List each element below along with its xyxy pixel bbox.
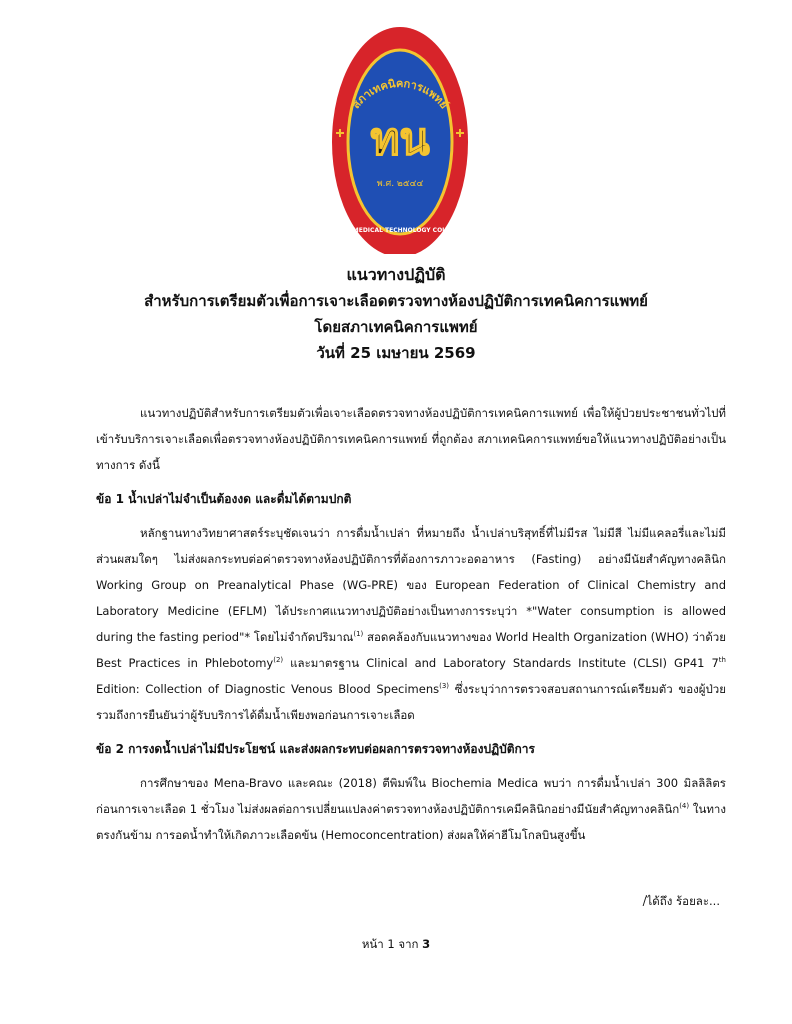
document-issuer: โดยสภาเทคนิคการแพทย์ [314,318,478,336]
page-number [0,936,792,954]
citation-1: (1) [353,630,364,639]
section1-heading: ข้อ 1 น้ำเปล่าไม่จำเป็นต้องงด และดื่มได้ตามปกติ [96,492,352,506]
seal-center-emblem: ทน [370,114,430,165]
council-seal-graphic [330,14,470,254]
document-title-block [0,262,792,366]
section2-heading: ข้อ 2 การงดน้ำเปล่าไม่มีประโยชน์ และส่งผลกระทบต่อผลการตรวจทางห้องปฏิบัติการ [96,742,535,756]
council-logo [330,14,470,254]
document-body [96,400,726,848]
section2-paragraph: การศึกษาของ Mena-Bravo และคณะ (2018) ตีพิมพ์ใน Biochemia Medica พบว่า การดื่มน้ำเปล่า 300 มิลลิลิตร ก่อนการเจาะเลือด 1 ชั่วโมง ไม่ส่งผลต่อการเปลี่ยนแปลงค่าตรวจทางห้องปฏิบัติการเคมีคลินิกอย่างมีนัยสำคัญทางคลินิก$^{(4)}$ ในทางตรงกันข้าม การอดน้ำทำให้เกิดภาวะเลือดข้น (Hemoconcentration) ส่งผลให้ค่าฮีโมโกลบินสูงขึ้น [96,776,726,842]
page-total: 3 [422,937,431,951]
document-date: วันที่ 25 เมษายน 2569 [316,344,476,362]
intro-paragraph: แนวทางปฏิบัติสำหรับการเตรียมตัวเพื่อเจาะเลือดตรวจทางห้องปฏิบัติการเทคนิคการแพทย์ เพื่อให้ผู้ป่วยประชาชนทั่วไปที่เข้ารับบริการเจาะเลือดเพื่อตรวจทางห้องปฏิบัติการเทคนิคการแพทย์ ที่ถูกต้อง สภาเทคนิคการแพทย์ขอให้แนวทางปฏิบัติอย่างเป็นทางการ ดังนี้ [96,406,726,472]
citation-4: (4) [679,802,690,811]
seal-bottom-text: THE MEDICAL TECHNOLOGY COUNCIL [337,227,463,234]
document-title: แนวทางปฏิบัติ [346,265,446,284]
document-subtitle: สำหรับการเตรียมตัวเพื่อการเจาะเลือดตรวจทางห้องปฏิบัติการเทคนิคการแพทย์ [144,292,648,310]
citation-3: (3) [439,682,450,691]
citation-2: (2) [273,656,284,665]
edition-suffix: th [718,656,726,665]
seal-year: พ.ศ. ๒๕๔๔ [376,179,424,189]
continued-marker: /ได้ถึง ร้อยละ... [642,894,720,908]
page-label: หน้า 1 จาก [361,937,419,951]
seal-top-text: สภาเทคนิคการแพทย์ [349,76,451,112]
section1-paragraph: หลักฐานทางวิทยาศาสตร์ระบุชัดเจนว่า การดื่มน้ำเปล่า ที่หมายถึง น้ำเปล่าบริสุทธิ์ที่ไม่มีรส ไม่มีสี ไม่มีแคลอรี่และไม่มีส่วนผสมใดๆ ไม่ส่งผลกระทบต่อค่าตรวจทางห้องปฏิบัติการที่ต้องการภาวะอดอาหาร (Fasting) อย่างมีนัยสำคัญทางคลินิก Working Group on Preanalytical Phase (WG-PRE) ของ European Federation of Clinical Chemistry and Laboratory Medicine (EFLM) ได้ประกาศแนวทางปฏิบัติอย่างเป็นทางการระบุว่า *"Water consumption is allowed during the fasting period"* โดยไม่จำกัดปริมาณ$^{(1)}$ สอดคล้องกับแนวทางของ World Health Organization (WHO) ว่าด้วย Best Practices in Phlebotomy$^{(2)}$ และมาตรฐาน Clinical and Laboratory Standards Institute (CLSI) GP41 7th Edition: Collection of Diagnostic Venous Blood Specimens$^{(3)}$ ซึ่งระบุว่าการตรวจสอบสถานการณ์เตรียมตัว ของผู้ป่วยรวมถึงการยืนยันว่าผู้รับบริการได้ดื่มน้ำเพียงพอก่อนการเจาะเลือด [96,526,726,722]
